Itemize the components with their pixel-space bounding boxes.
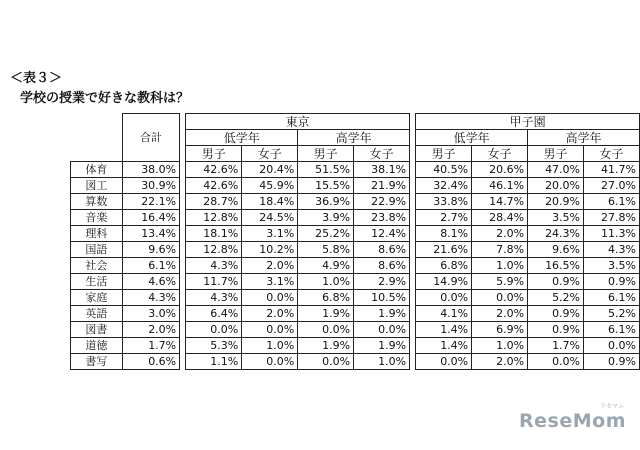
value-cell: 18.1% [186, 226, 242, 242]
value-cell: 15.5% [298, 178, 354, 194]
header-sex: 女子 [472, 146, 528, 162]
value-cell: 38.1% [354, 162, 410, 178]
value-cell: 3.9% [298, 210, 354, 226]
value-cell: 18.4% [242, 194, 298, 210]
total-cell: 6.1% [122, 258, 179, 274]
value-cell: 25.2% [298, 226, 354, 242]
value-cell: 2.9% [354, 274, 410, 290]
value-cell: 0.0% [416, 354, 472, 370]
value-cell: 51.5% [298, 162, 354, 178]
header-total: 合計 [122, 114, 179, 162]
subject-cell: 算数 [71, 194, 123, 210]
value-cell: 12.8% [186, 242, 242, 258]
subject-cell: 生活 [71, 274, 123, 290]
subject-cell: 社会 [71, 258, 123, 274]
value-cell: 28.7% [186, 194, 242, 210]
value-cell: 47.0% [528, 162, 584, 178]
value-cell: 2.7% [416, 210, 472, 226]
subject-cell: 図工 [71, 178, 123, 194]
table-row [71, 290, 640, 306]
value-cell: 6.1% [584, 290, 640, 306]
value-cell: 1.1% [186, 354, 242, 370]
total-cell: 22.1% [122, 194, 179, 210]
header-grade-tokyo-lower: 低学年 [186, 130, 298, 146]
value-cell: 6.8% [298, 290, 354, 306]
value-cell: 40.5% [416, 162, 472, 178]
value-cell: 4.3% [584, 242, 640, 258]
value-cell: 7.8% [472, 242, 528, 258]
value-cell: 0.0% [528, 354, 584, 370]
header-sex: 男子 [416, 146, 472, 162]
value-cell: 5.3% [186, 338, 242, 354]
header-grade-koshien-lower: 低学年 [416, 130, 528, 146]
total-cell: 4.6% [122, 274, 179, 290]
header-region-tokyo: 東京 [186, 114, 410, 130]
value-cell: 14.9% [416, 274, 472, 290]
value-cell: 1.4% [416, 338, 472, 354]
value-cell: 6.1% [584, 322, 640, 338]
value-cell: 0.0% [186, 322, 242, 338]
value-cell: 5.9% [472, 274, 528, 290]
value-cell: 10.2% [242, 242, 298, 258]
resemom-logo: ReseMom [519, 410, 626, 432]
value-cell: 1.7% [528, 338, 584, 354]
value-cell: 0.0% [354, 322, 410, 338]
value-cell: 12.8% [186, 210, 242, 226]
header-sex: 男子 [186, 146, 242, 162]
value-cell: 2.0% [242, 258, 298, 274]
table-row [71, 274, 640, 290]
value-cell: 20.9% [528, 194, 584, 210]
value-cell: 3.5% [528, 210, 584, 226]
value-cell: 1.9% [354, 338, 410, 354]
value-cell: 21.9% [354, 178, 410, 194]
value-cell: 1.4% [416, 322, 472, 338]
value-cell: 5.2% [584, 306, 640, 322]
value-cell: 1.0% [354, 354, 410, 370]
value-cell: 0.0% [584, 338, 640, 354]
header-sex: 女子 [354, 146, 410, 162]
table-row [71, 338, 640, 354]
value-cell: 0.9% [528, 322, 584, 338]
subject-cell: 体育 [71, 162, 123, 178]
total-cell: 1.7% [122, 338, 179, 354]
value-cell: 1.0% [242, 338, 298, 354]
total-cell: 2.0% [122, 322, 179, 338]
header-sex: 女子 [242, 146, 298, 162]
value-cell: 6.4% [186, 306, 242, 322]
subject-cell: 英語 [71, 306, 123, 322]
value-cell: 0.0% [242, 290, 298, 306]
table-row [71, 258, 640, 274]
table-row [71, 226, 640, 242]
header-region-koshien: 甲子園 [416, 114, 640, 130]
value-cell: 24.3% [528, 226, 584, 242]
subject-preference-table [70, 113, 640, 370]
value-cell: 32.4% [416, 178, 472, 194]
total-cell: 38.0% [122, 162, 179, 178]
value-cell: 36.9% [298, 194, 354, 210]
table-label: ＜表３＞ [10, 71, 63, 86]
value-cell: 20.6% [472, 162, 528, 178]
value-cell: 3.1% [242, 274, 298, 290]
header-grade-tokyo-upper: 高学年 [298, 130, 410, 146]
value-cell: 4.9% [298, 258, 354, 274]
value-cell: 8.6% [354, 242, 410, 258]
subject-cell: 理科 [71, 226, 123, 242]
table-row [71, 242, 640, 258]
table-row [71, 194, 640, 210]
value-cell: 5.2% [528, 290, 584, 306]
value-cell: 1.9% [354, 306, 410, 322]
value-cell: 27.0% [584, 178, 640, 194]
value-cell: 1.9% [298, 338, 354, 354]
value-cell: 0.0% [416, 290, 472, 306]
value-cell: 16.5% [528, 258, 584, 274]
table-row [71, 210, 640, 226]
value-cell: 3.5% [584, 258, 640, 274]
value-cell: 28.4% [472, 210, 528, 226]
value-cell: 0.0% [298, 322, 354, 338]
value-cell: 6.8% [416, 258, 472, 274]
table-row [71, 322, 640, 338]
header-corner [71, 114, 123, 162]
value-cell: 1.0% [298, 274, 354, 290]
value-cell: 11.3% [584, 226, 640, 242]
table-row [71, 178, 640, 194]
value-cell: 33.8% [416, 194, 472, 210]
value-cell: 2.0% [472, 354, 528, 370]
value-cell: 3.1% [242, 226, 298, 242]
header-sex: 男子 [528, 146, 584, 162]
total-cell: 3.0% [122, 306, 179, 322]
value-cell: 0.9% [584, 354, 640, 370]
value-cell: 0.9% [528, 274, 584, 290]
table-title: 学校の授業で好きな教科は？ [20, 91, 190, 106]
table-row [71, 354, 640, 370]
total-cell: 4.3% [122, 290, 179, 306]
value-cell: 4.3% [186, 290, 242, 306]
subject-cell: 書写 [71, 354, 123, 370]
total-cell: 0.6% [122, 354, 179, 370]
value-cell: 10.5% [354, 290, 410, 306]
header-grade-koshien-upper: 高学年 [528, 130, 640, 146]
value-cell: 2.0% [472, 306, 528, 322]
value-cell: 6.9% [472, 322, 528, 338]
value-cell: 21.6% [416, 242, 472, 258]
value-cell: 4.1% [416, 306, 472, 322]
value-cell: 0.9% [528, 306, 584, 322]
value-cell: 0.0% [242, 322, 298, 338]
value-cell: 42.6% [186, 178, 242, 194]
value-cell: 1.9% [298, 306, 354, 322]
value-cell: 8.6% [354, 258, 410, 274]
value-cell: 5.8% [298, 242, 354, 258]
value-cell: 0.0% [472, 290, 528, 306]
value-cell: 0.0% [298, 354, 354, 370]
value-cell: 12.4% [354, 226, 410, 242]
value-cell: 11.7% [186, 274, 242, 290]
value-cell: 9.6% [528, 242, 584, 258]
total-cell: 9.6% [122, 242, 179, 258]
total-cell: 16.4% [122, 210, 179, 226]
value-cell: 45.9% [242, 178, 298, 194]
value-cell: 6.1% [584, 194, 640, 210]
header-sex: 男子 [298, 146, 354, 162]
value-cell: 8.1% [416, 226, 472, 242]
watermark-subtext: リセマム [600, 403, 624, 410]
table-row [71, 162, 640, 178]
value-cell: 14.7% [472, 194, 528, 210]
value-cell: 4.3% [186, 258, 242, 274]
subject-cell: 国語 [71, 242, 123, 258]
value-cell: 20.0% [528, 178, 584, 194]
subject-cell: 音楽 [71, 210, 123, 226]
value-cell: 24.5% [242, 210, 298, 226]
value-cell: 2.0% [242, 306, 298, 322]
total-cell: 13.4% [122, 226, 179, 242]
value-cell: 0.0% [242, 354, 298, 370]
value-cell: 27.8% [584, 210, 640, 226]
subject-cell: 図書 [71, 322, 123, 338]
value-cell: 1.0% [472, 258, 528, 274]
subject-cell: 家庭 [71, 290, 123, 306]
value-cell: 1.0% [472, 338, 528, 354]
header-row-region [71, 114, 640, 130]
value-cell: 0.9% [584, 274, 640, 290]
value-cell: 20.4% [242, 162, 298, 178]
header-sex: 女子 [584, 146, 640, 162]
value-cell: 46.1% [472, 178, 528, 194]
value-cell: 42.6% [186, 162, 242, 178]
value-cell: 41.7% [584, 162, 640, 178]
value-cell: 22.9% [354, 194, 410, 210]
value-cell: 23.8% [354, 210, 410, 226]
total-cell: 30.9% [122, 178, 179, 194]
subject-cell: 道徳 [71, 338, 123, 354]
value-cell: 2.0% [472, 226, 528, 242]
table-row [71, 306, 640, 322]
